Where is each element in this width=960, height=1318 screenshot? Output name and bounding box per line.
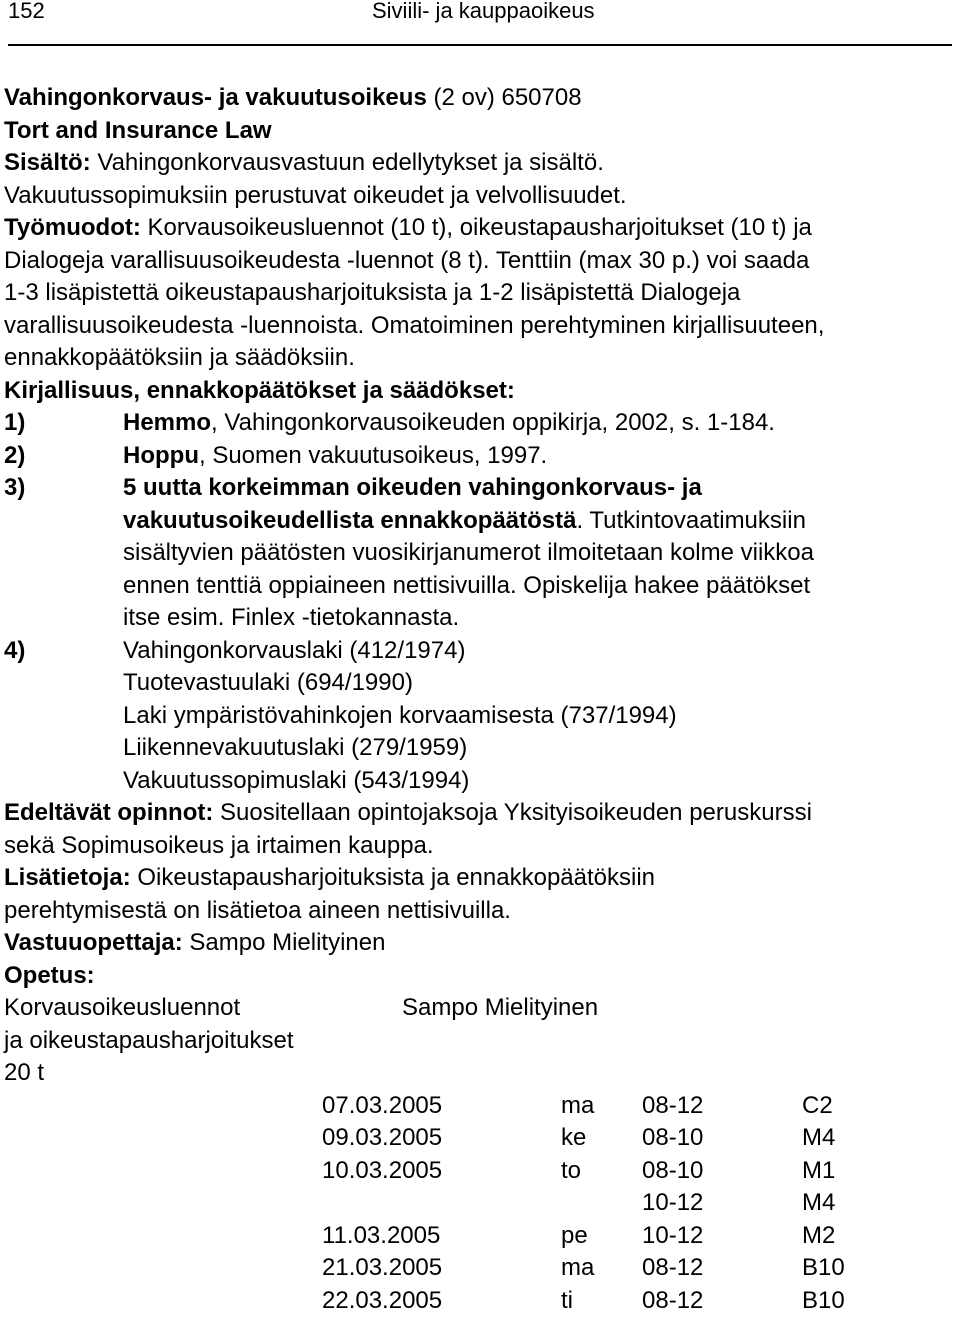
schedule-room: C2 bbox=[802, 1091, 833, 1119]
schedule-time: 10-12 bbox=[642, 1221, 704, 1249]
item-text bbox=[123, 407, 775, 440]
teaching-line-2: ja oikeustapausharjoitukset bbox=[4, 1026, 294, 1054]
teacher-name: Sampo Mielityinen bbox=[182, 929, 386, 956]
english-title: Tort and Insurance Law bbox=[4, 116, 272, 144]
item-number: 4) bbox=[4, 636, 26, 664]
schedule-date: 21.03.2005 bbox=[322, 1254, 443, 1281]
schedule-row bbox=[4, 1220, 956, 1253]
law-4: Liikennevakuutuslaki (279/1959) bbox=[123, 734, 468, 761]
schedule-date: 07.03.2005 bbox=[322, 1091, 443, 1119]
item-line-1: 5 uutta korkeimman oikeuden vahingonkorvaus- ja bbox=[123, 474, 702, 501]
prereq-line-1 bbox=[4, 797, 956, 830]
law-1: Vahingonkorvauslaki (412/1974) bbox=[123, 636, 466, 664]
schedule-day: ti bbox=[561, 1286, 573, 1314]
item-line-2 bbox=[123, 505, 806, 538]
info-text: Oikeustapausharjoituksista ja ennakkopäätöksiin bbox=[130, 864, 656, 891]
info-label: Lisätietoja: bbox=[4, 864, 131, 891]
course-name: Vahingonkorvaus- ja vakuutusoikeus bbox=[4, 84, 427, 111]
teaching-teacher: Sampo Mielityinen bbox=[402, 994, 599, 1021]
teaching-hours: 20 t bbox=[4, 1059, 45, 1086]
schedule-date: 10.03.2005 bbox=[322, 1156, 443, 1184]
schedule-time: 08-12 bbox=[642, 1254, 704, 1281]
literature-item-4-law-4 bbox=[4, 732, 956, 765]
item-title: , Suomen vakuutusoikeus, 1997. bbox=[198, 441, 548, 469]
item-rest: . Tutkintovaatimuksiin bbox=[576, 506, 806, 534]
schedule-date: 09.03.2005 bbox=[322, 1124, 443, 1151]
literature-item-4-law-5 bbox=[4, 765, 956, 798]
content-label: Sisältö: bbox=[4, 149, 91, 176]
schedule-room: M1 bbox=[802, 1156, 836, 1184]
schedule-date: 11.03.2005 bbox=[322, 1221, 441, 1249]
schedule-day: pe bbox=[561, 1221, 588, 1249]
prereq-label: Edeltävät opinnot: bbox=[4, 799, 214, 826]
course-code: (2 ov) 650708 bbox=[426, 84, 582, 111]
item-number: 3) bbox=[4, 474, 26, 501]
literature-item-4-law-3 bbox=[4, 700, 956, 733]
schedule-time: 08-12 bbox=[642, 1286, 704, 1314]
content-line-1 bbox=[4, 147, 956, 180]
item-number: 2) bbox=[4, 441, 26, 469]
teaching-heading: Opetus: bbox=[4, 961, 95, 989]
law-5: Vakuutussopimuslaki (543/1994) bbox=[123, 766, 470, 794]
item-bold: vakuutusoikeudellista ennakkopäätöstä bbox=[123, 506, 577, 534]
work-line-1 bbox=[4, 212, 956, 245]
schedule-day: ma bbox=[561, 1254, 595, 1281]
schedule-room: B10 bbox=[802, 1254, 845, 1281]
schedule-room: M2 bbox=[802, 1221, 836, 1249]
schedule-row bbox=[4, 1285, 956, 1318]
item-title: , Vahingonkorvausoikeuden oppikirja, 2002, s. 1-184. bbox=[211, 409, 775, 436]
item-text bbox=[123, 440, 547, 473]
running-title: Siviili- ja kauppaoikeus bbox=[372, 0, 595, 23]
literature-item-3-line-3 bbox=[4, 537, 956, 570]
work-line-4: varallisuusoikeudesta -luennoista. Omatoiminen perehtyminen kirjallisuuteen, bbox=[4, 311, 825, 339]
work-text: Korvausoikeusluennot (10 t), oikeustapausharjoitukset (10 t) ja bbox=[140, 214, 812, 241]
schedule-room: M4 bbox=[802, 1189, 836, 1216]
item-line-4: ennen tenttiä oppiaineen nettisivuilla. Opiskelija hakee päätökset bbox=[123, 571, 811, 599]
literature-item-3-line-4 bbox=[4, 570, 956, 603]
schedule-time: 08-10 bbox=[642, 1156, 704, 1184]
page-number: 152 bbox=[8, 0, 45, 23]
content-text: Vahingonkorvausvastuun edellytykset ja sisältö. bbox=[90, 149, 604, 176]
course-title bbox=[4, 82, 956, 115]
info-line-1 bbox=[4, 862, 956, 895]
item-line-5: itse esim. Finlex -tietokannasta. bbox=[123, 604, 460, 631]
prereq-text: Suositellaan opintojaksoja Yksityisoikeuden peruskurssi bbox=[213, 799, 812, 826]
law-2: Tuotevastuulaki (694/1990) bbox=[123, 669, 413, 696]
schedule-day: ke bbox=[561, 1124, 587, 1151]
item-author: Hemmo bbox=[123, 409, 212, 436]
literature-item-4-law-2 bbox=[4, 667, 956, 700]
literature-item-2 bbox=[4, 440, 956, 473]
literature-heading: Kirjallisuus, ennakkopäätökset ja säädökset: bbox=[4, 376, 515, 404]
item-line-3: sisältyvien päätösten vuosikirjanumerot ilmoitetaan kolme viikkoa bbox=[123, 539, 814, 566]
work-line-5: ennakkopäätöksiin ja säädöksiin. bbox=[4, 344, 355, 371]
header-rule bbox=[8, 44, 952, 46]
prereq-line-2: sekä Sopimusoikeus ja irtaimen kauppa. bbox=[4, 831, 434, 859]
schedule-row bbox=[4, 1090, 956, 1123]
item-number: 1) bbox=[4, 409, 26, 436]
schedule-row bbox=[4, 1155, 956, 1188]
work-line-3: 1-3 lisäpistettä oikeustapausharjoituksista ja 1-2 lisäpistettä Dialogeja bbox=[4, 279, 741, 306]
schedule-row bbox=[4, 1187, 956, 1220]
literature-item-3 bbox=[4, 472, 956, 505]
schedule-room: M4 bbox=[802, 1124, 836, 1151]
literature-item-1 bbox=[4, 407, 956, 440]
literature-item-3-line-2 bbox=[4, 505, 956, 538]
work-line-2: Dialogeja varallisuusoikeudesta -luennot (8 t). Tenttiin (max 30 p.) voi saada bbox=[4, 246, 810, 274]
work-label: Työmuodot: bbox=[4, 214, 141, 241]
course-description bbox=[4, 82, 956, 1317]
teacher-label: Vastuuopettaja: bbox=[4, 929, 183, 956]
literature-item-3-line-5 bbox=[4, 602, 956, 635]
teaching-kind: Korvausoikeusluennot bbox=[4, 994, 241, 1021]
schedule-room: B10 bbox=[802, 1286, 845, 1314]
schedule-row bbox=[4, 1122, 956, 1155]
schedule-day: ma bbox=[561, 1091, 595, 1119]
teacher-line bbox=[4, 927, 956, 960]
schedule-time: 08-10 bbox=[642, 1124, 704, 1151]
teaching-line-1 bbox=[4, 992, 956, 1025]
schedule-time: 10-12 bbox=[642, 1189, 704, 1216]
schedule-date: 22.03.2005 bbox=[322, 1286, 443, 1314]
schedule-row bbox=[4, 1252, 956, 1285]
law-3: Laki ympäristövahinkojen korvaamisesta (737/1994) bbox=[123, 701, 677, 729]
schedule-table bbox=[4, 1090, 956, 1318]
schedule-time: 08-12 bbox=[642, 1091, 704, 1119]
literature-item-4 bbox=[4, 635, 956, 668]
info-line-2: perehtymisestä on lisätietoa aineen nettisivuilla. bbox=[4, 896, 511, 924]
item-author: Hoppu bbox=[123, 441, 199, 469]
content-line-2: Vakuutussopimuksiin perustuvat oikeudet ja velvollisuudet. bbox=[4, 181, 627, 209]
schedule-day: to bbox=[561, 1156, 582, 1184]
